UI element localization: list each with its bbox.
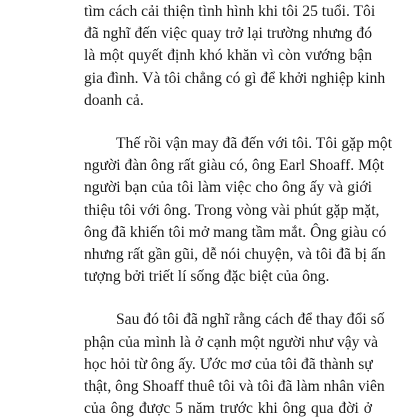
text-line: tượng bởi triết lí sống đặc biệt của ông. bbox=[84, 268, 330, 286]
text-line: là một quyết định khó khăn vì còn vướng bận bbox=[84, 47, 372, 65]
text-line: thiệu tôi với ông. Trong vòng vài phút gặp mặt, bbox=[84, 201, 380, 219]
text-line: của ông được 5 năm trước khi ông qua đời ở bbox=[84, 400, 372, 418]
text-line: gia đình. Và tôi chẳng có gì để khởi nghiệp kinh bbox=[84, 69, 386, 87]
text-line: thật, ông Shoaff thuê tôi và tôi đã làm nhân viên bbox=[84, 378, 385, 395]
text-line: Sau đó tôi đã nghĩ rằng cách để thay đổi số bbox=[116, 311, 385, 329]
text-line: doanh cả. bbox=[84, 91, 144, 109]
text-line: ông đã khiến tôi mở mang tầm mắt. Ông giàu có bbox=[84, 223, 387, 241]
text-line: người bạn của tôi làm việc cho ông ấy và giới bbox=[84, 179, 372, 197]
text-line: tìm cách cải thiện tình hình khi tôi 25 tuổi. Tôi bbox=[84, 3, 376, 20]
text-line: Thế rồi vận may đã đến với tôi. Tôi gặp một bbox=[116, 135, 393, 152]
text-line: học hỏi từ ông ấy. Ước mơ của tôi đã thành sự bbox=[84, 355, 373, 373]
text-line: phận của mình là ở cạnh một người như vậy và bbox=[84, 333, 379, 351]
text-line: đã nghĩ đến việc quay trở lại trường nhưng đó bbox=[84, 25, 372, 43]
text-line: người đàn ông rất giàu có, ông Earl Shoaff. Một bbox=[84, 157, 385, 175]
text-line: nhưng rất gần gũi, dễ nói chuyện, và tôi đã bị ấn bbox=[84, 246, 386, 263]
